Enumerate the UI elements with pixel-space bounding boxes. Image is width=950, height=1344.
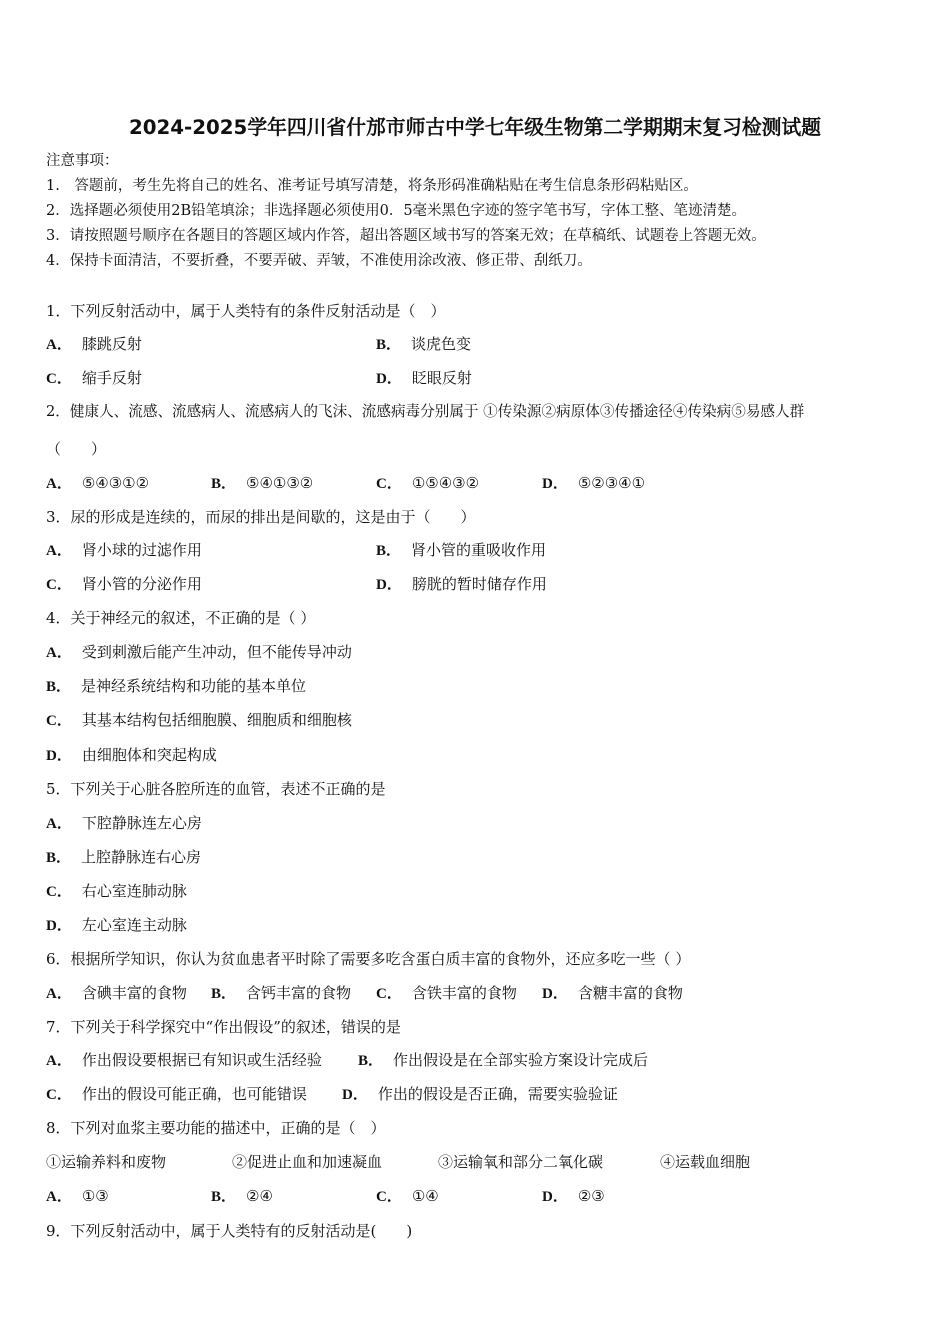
option-a (46, 642, 352, 663)
option-b (211, 473, 313, 494)
option-text: ②③ (577, 1187, 605, 1205)
statement-item: ②促进止血和加速凝血 (232, 1153, 383, 1171)
question-stem: 2．健康人、流感、流感病人、流感病人的飞沫、流感病毒分别属于 ①传染源②病原体③传播途径④传染病⑤易感人群 (46, 403, 805, 420)
option-text: 含糖丰富的食物 (577, 984, 683, 1002)
question-stem: 7．下列关于科学探究中“作出假设”的叙述，错误的是 (46, 1018, 401, 1036)
option-d (376, 574, 547, 595)
option-text: ⑤④③①② (81, 474, 150, 492)
option-b (211, 1186, 273, 1207)
option-label: C． (376, 986, 402, 1002)
option-a (46, 1186, 109, 1207)
option-text: ⑤②③④① (577, 474, 646, 492)
question-stem: 1．下列反射活动中，属于人类特有的条件反射活动是（ ） (46, 302, 446, 320)
notice-item: 3．请按照题号顺序在各题目的答题区域内作答，超出答题区域书写的答案无效；在草稿纸、试题卷上答题无效。 (46, 228, 766, 244)
option-text: ⑤④①③② (246, 474, 314, 492)
option-label: D． (46, 748, 72, 764)
option-text: 肾小球的过滤作用 (81, 541, 202, 559)
option-a (46, 473, 149, 494)
question-stem: 6．根据所学知识，你认为贫血患者平时除了需要多吃含蛋白质丰富的食物外，还应多吃一些（ ） (46, 950, 691, 968)
option-text: 谈虎色变 (411, 335, 472, 353)
option-label: B． (211, 476, 237, 492)
option-label: A． (46, 476, 72, 492)
question-stem: 8．下列对血浆主要功能的描述中，正确的是（ ） (46, 1119, 386, 1137)
option-b (358, 1050, 648, 1071)
question-stem: 4．关于神经元的叙述，不正确的是（ ） (46, 609, 316, 627)
option-c (376, 983, 517, 1004)
option-label: B． (376, 543, 402, 559)
option-d (342, 1084, 618, 1105)
option-label: B． (376, 337, 402, 353)
notice-item: 2．选择题必须使用2B铅笔填涂；非选择题必须使用0．5毫米黑色字迹的签字笔书写，字体工整、笔迹清楚。 (46, 203, 747, 219)
option-label: B． (358, 1053, 384, 1069)
option-label: D． (376, 371, 402, 387)
option-d (46, 915, 187, 936)
option-text: 膝跳反射 (81, 335, 142, 353)
notice-heading: 注意事项： (46, 153, 119, 169)
option-b (46, 676, 306, 697)
option-d (46, 745, 217, 766)
option-label: C． (376, 476, 402, 492)
option-text: 右心室连肺动脉 (81, 882, 187, 900)
option-text: 左心室连主动脉 (81, 916, 187, 934)
option-b (376, 540, 546, 561)
option-c (46, 574, 202, 595)
option-label: C． (46, 577, 72, 593)
option-text: 肾小管的重吸收作用 (411, 541, 547, 559)
option-text: ①⑤④③② (411, 474, 480, 492)
option-text: 膀胱的暂时储存作用 (411, 575, 547, 593)
option-c (46, 1084, 307, 1105)
option-a (46, 983, 187, 1004)
option-a (46, 334, 142, 355)
option-d (542, 1186, 605, 1207)
option-d (542, 473, 645, 494)
option-a (46, 813, 202, 834)
option-a (46, 540, 202, 561)
option-label: C． (46, 371, 72, 387)
option-text: 作出的假设可能正确，也可能错误 (81, 1085, 307, 1103)
option-text: 其基本结构包括细胞膜、细胞质和细胞核 (81, 711, 352, 729)
option-text: 下腔静脉连左心房 (81, 814, 202, 832)
option-text: 含碘丰富的食物 (81, 984, 187, 1002)
option-label: A． (46, 337, 72, 353)
statement-item: ④运载血细胞 (660, 1153, 751, 1171)
option-label: C． (46, 713, 72, 729)
option-text: ①④ (411, 1187, 439, 1205)
option-label: C． (376, 1189, 402, 1205)
option-label: D． (376, 577, 402, 593)
option-text: ②④ (246, 1187, 273, 1205)
option-a (46, 1050, 322, 1071)
option-text: 受到刺激后能产生冲动，但不能传导冲动 (81, 643, 352, 661)
question-stem: 3．尿的形成是连续的，而尿的排出是间歇的，这是由于（ ） (46, 508, 476, 526)
option-text: 作出假设要根据已有知识或生活经验 (81, 1051, 322, 1069)
question-stem: 5．下列关于心脏各腔所连的血管，表述不正确的是 (46, 780, 386, 798)
option-label: D． (542, 986, 568, 1002)
option-label: A． (46, 1053, 72, 1069)
option-label: B． (211, 1189, 237, 1205)
option-label: A． (46, 1189, 72, 1205)
option-label: A． (46, 816, 72, 832)
option-c (46, 368, 142, 389)
option-c (376, 1186, 439, 1207)
option-d (542, 983, 683, 1004)
option-label: A． (46, 543, 72, 559)
option-text: 作出假设是在全部实验方案设计完成后 (393, 1051, 649, 1069)
option-text: 眨眼反射 (411, 369, 472, 387)
option-label: B． (46, 850, 72, 866)
option-b (376, 334, 471, 355)
option-label: C． (46, 1087, 72, 1103)
option-text: 是神经系统结构和功能的基本单位 (81, 677, 307, 695)
option-text: ①③ (81, 1187, 109, 1205)
option-b (46, 847, 201, 868)
option-label: A． (46, 645, 72, 661)
statement-item: ①运输养料和废物 (46, 1153, 167, 1171)
option-label: D． (542, 476, 568, 492)
option-label: C． (46, 884, 72, 900)
option-label: A． (46, 986, 72, 1002)
question-stem: 9．下列反射活动中，属于人类特有的反射活动是( ) (46, 1222, 413, 1240)
option-text: 上腔静脉连右心房 (81, 848, 202, 866)
page-title: 2024-2025学年四川省什邡市师古中学七年级生物第二学期期末复习检测试题 (129, 116, 821, 139)
option-c (376, 473, 479, 494)
option-c (46, 710, 352, 731)
option-text: 含铁丰富的食物 (411, 984, 517, 1002)
notice-item: 4．保持卡面清洁，不要折叠，不要弄破、弄皱，不准使用涂改液、修正带、刮纸刀。 (46, 253, 592, 269)
option-text: 由细胞体和突起构成 (81, 746, 217, 764)
option-label: B． (46, 679, 72, 695)
option-d (376, 368, 472, 389)
option-label: B． (211, 986, 237, 1002)
option-label: D． (46, 918, 72, 934)
option-b (211, 983, 351, 1004)
option-label: D． (542, 1189, 568, 1205)
notice-item: 1. 答题前，考生先将自己的姓名、准考证号填写清楚，将条形码准确粘贴在考生信息条形码粘贴区。 (46, 178, 698, 194)
question-stem-continuation: （ ） (46, 440, 107, 458)
option-c (46, 881, 187, 902)
option-text: 缩手反射 (81, 369, 142, 387)
option-label: D． (342, 1087, 368, 1103)
option-text: 作出的假设是否正确，需要实验验证 (377, 1085, 618, 1103)
statement-item: ③运输氧和部分二氧化碳 (438, 1153, 604, 1171)
option-text: 含钙丰富的食物 (246, 984, 352, 1002)
option-text: 肾小管的分泌作用 (81, 575, 202, 593)
